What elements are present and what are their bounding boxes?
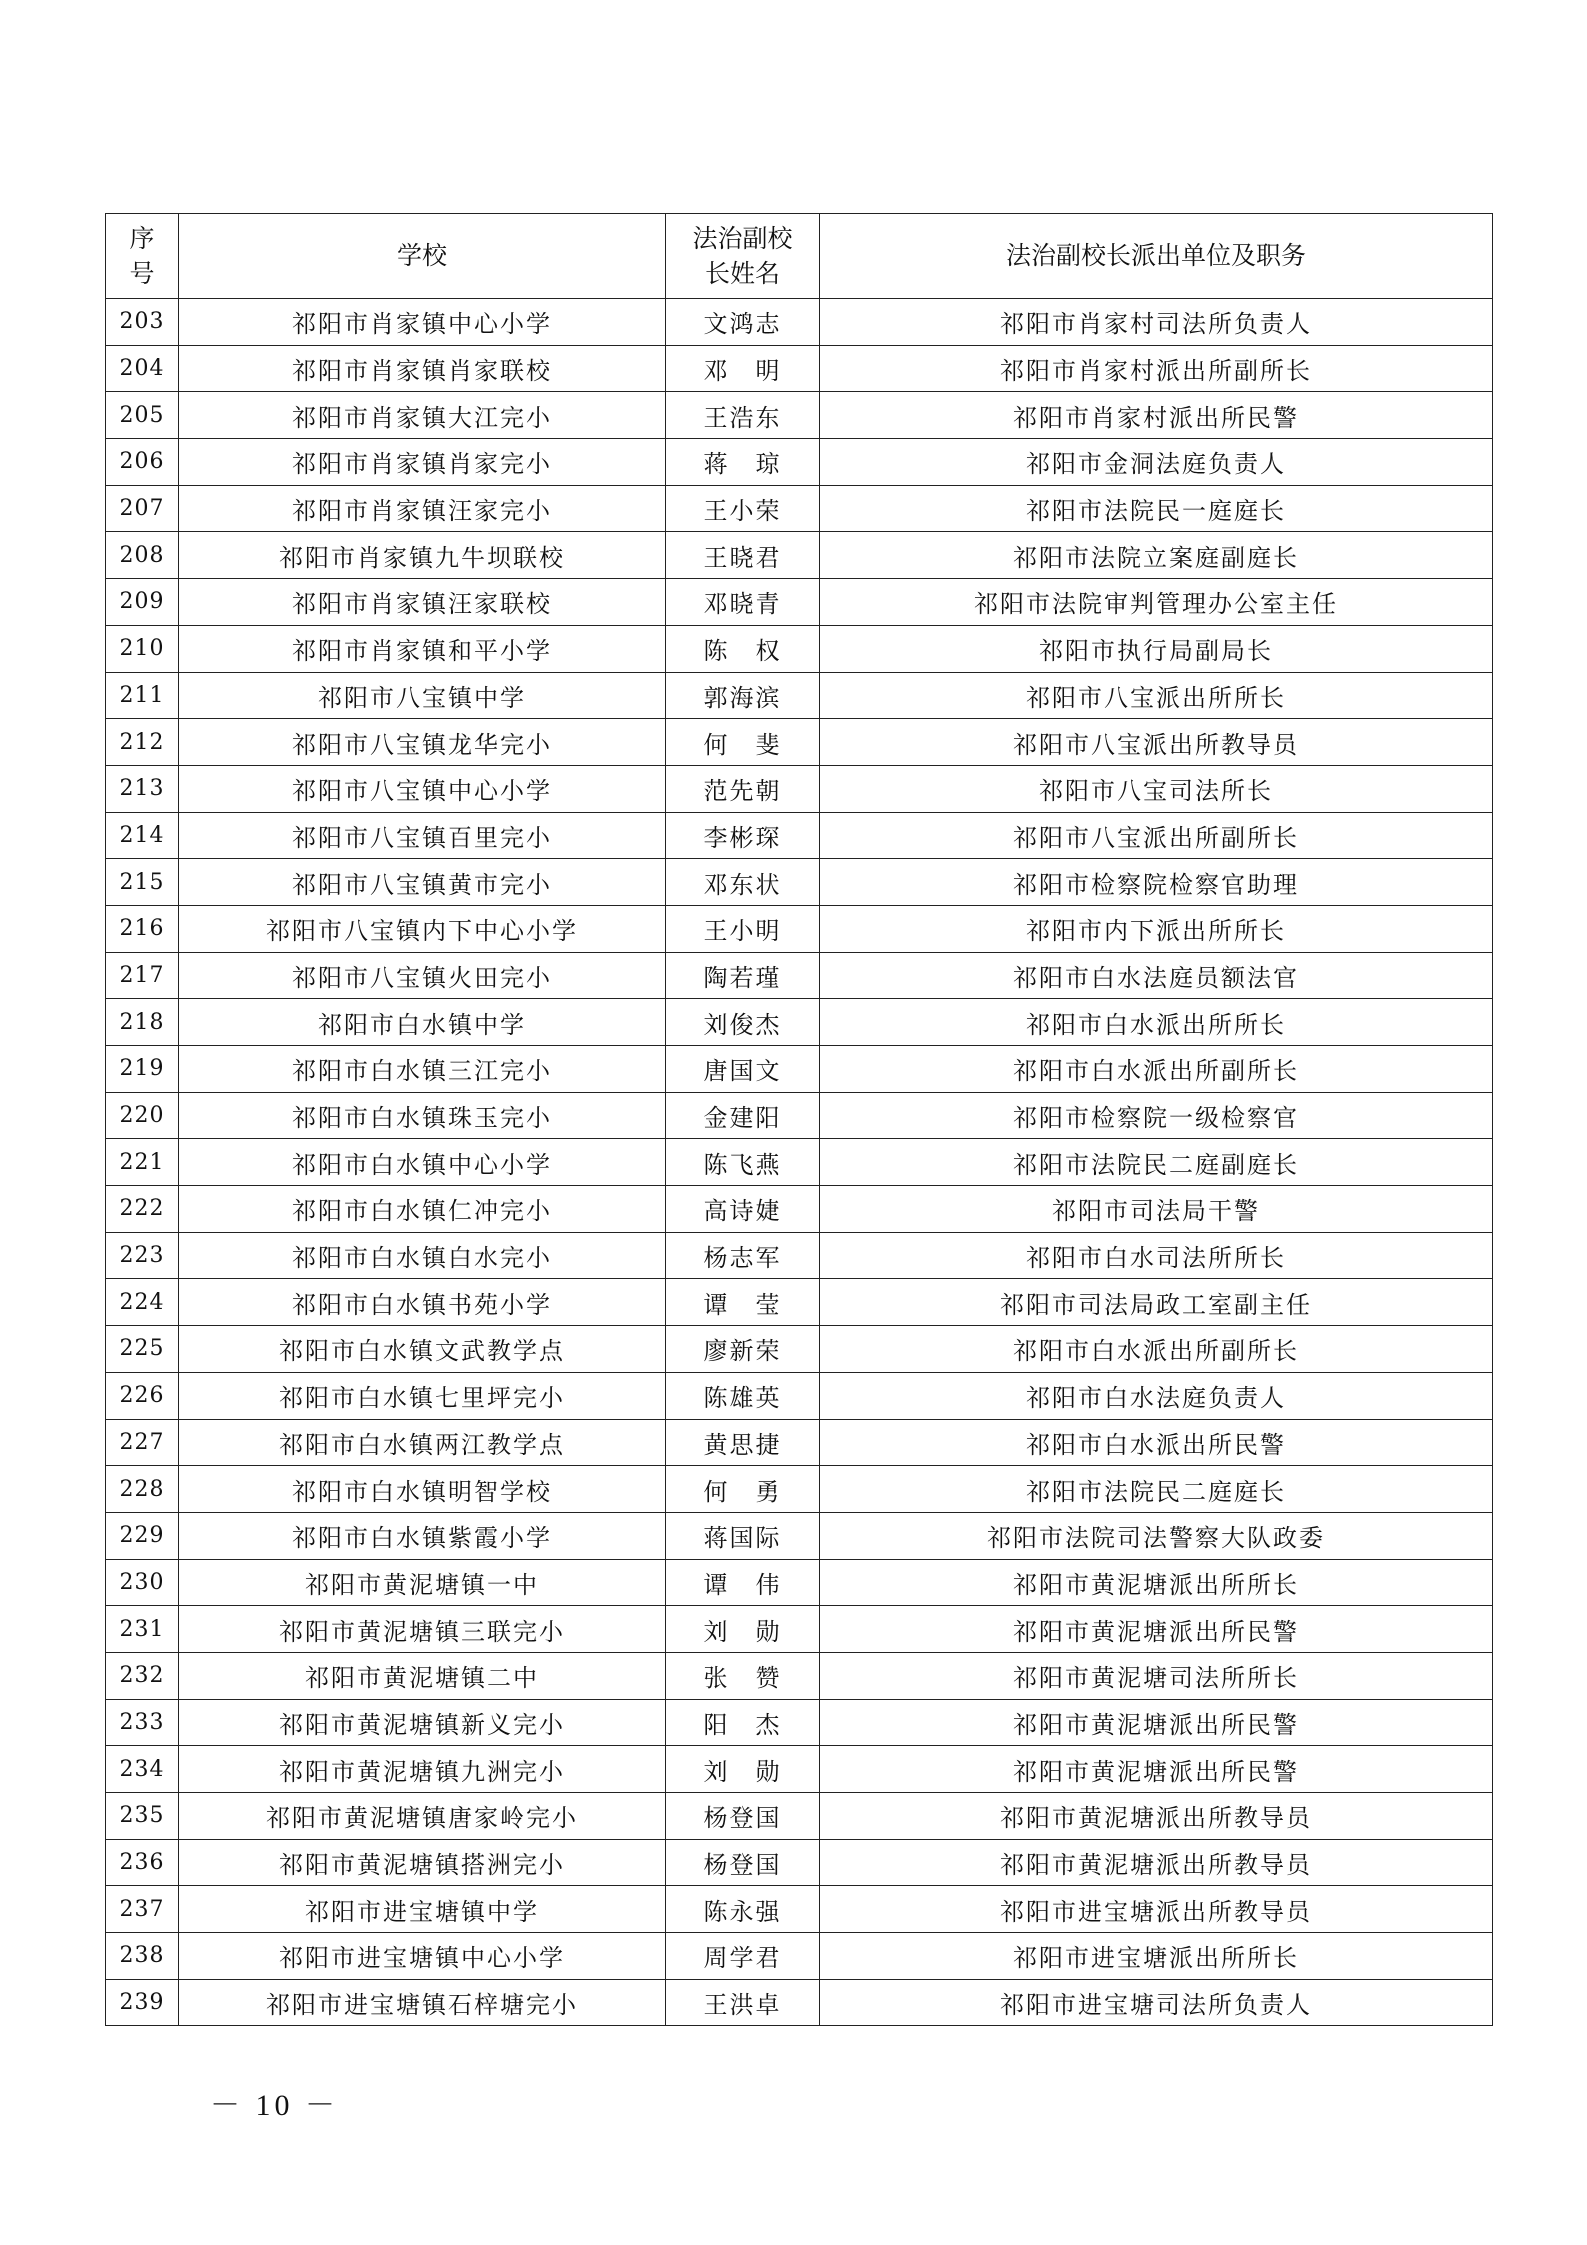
cell-name: 陈飞燕 bbox=[666, 1139, 820, 1186]
cell-seq: 203 bbox=[106, 299, 179, 346]
cell-school: 祁阳市八宝镇火田完小 bbox=[179, 952, 666, 999]
cell-school: 祁阳市进宝塘镇石梓塘完小 bbox=[179, 1979, 666, 2026]
cell-name: 杨志军 bbox=[666, 1232, 820, 1279]
cell-school: 祁阳市肖家镇汪家联校 bbox=[179, 579, 666, 626]
cell-seq: 230 bbox=[106, 1559, 179, 1606]
cell-school: 祁阳市白水镇珠玉完小 bbox=[179, 1092, 666, 1139]
cell-unit: 祁阳市司法局政工室副主任 bbox=[820, 1279, 1493, 1326]
cell-unit: 祁阳市法院审判管理办公室主任 bbox=[820, 579, 1493, 626]
cell-name: 蒋国际 bbox=[666, 1512, 820, 1559]
table-row bbox=[106, 1466, 1493, 1513]
table-row bbox=[106, 719, 1493, 766]
cell-school: 祁阳市八宝镇龙华完小 bbox=[179, 719, 666, 766]
table-row bbox=[106, 1933, 1493, 1980]
cell-unit: 祁阳市黄泥塘派出所教导员 bbox=[820, 1793, 1493, 1840]
cell-unit: 祁阳市黄泥塘派出所民警 bbox=[820, 1606, 1493, 1653]
cell-seq: 205 bbox=[106, 392, 179, 439]
table-row bbox=[106, 1839, 1493, 1886]
cell-unit: 祁阳市白水派出所副所长 bbox=[820, 1326, 1493, 1373]
cell-seq: 236 bbox=[106, 1839, 179, 1886]
cell-name: 杨登国 bbox=[666, 1839, 820, 1886]
cell-name: 何 斐 bbox=[666, 719, 820, 766]
cell-name: 谭 莹 bbox=[666, 1279, 820, 1326]
header-seq bbox=[106, 214, 179, 299]
cell-school: 祁阳市白水镇中心小学 bbox=[179, 1139, 666, 1186]
cell-seq: 227 bbox=[106, 1419, 179, 1466]
header-name-line1: 法治副校 bbox=[692, 224, 793, 253]
cell-school: 祁阳市白水镇明智学校 bbox=[179, 1466, 666, 1513]
table-row bbox=[106, 1092, 1493, 1139]
table-row bbox=[106, 1279, 1493, 1326]
table-row bbox=[106, 532, 1493, 579]
cell-school: 祁阳市黄泥塘镇二中 bbox=[179, 1652, 666, 1699]
cell-seq: 235 bbox=[106, 1793, 179, 1840]
cell-name: 刘 勋 bbox=[666, 1746, 820, 1793]
table-row bbox=[106, 1979, 1493, 2026]
cell-unit: 祁阳市黄泥塘派出所所长 bbox=[820, 1559, 1493, 1606]
table-row bbox=[106, 1512, 1493, 1559]
cell-seq: 208 bbox=[106, 532, 179, 579]
table-row bbox=[106, 392, 1493, 439]
cell-school: 祁阳市肖家镇汪家完小 bbox=[179, 485, 666, 532]
table-row bbox=[106, 299, 1493, 346]
cell-seq: 220 bbox=[106, 1092, 179, 1139]
table-row bbox=[106, 1746, 1493, 1793]
table-row bbox=[106, 1232, 1493, 1279]
cell-name: 邓晓青 bbox=[666, 579, 820, 626]
table-row bbox=[106, 625, 1493, 672]
cell-unit: 祁阳市法院民二庭副庭长 bbox=[820, 1139, 1493, 1186]
cell-school: 祁阳市白水镇三江完小 bbox=[179, 1046, 666, 1093]
cell-seq: 239 bbox=[106, 1979, 179, 2026]
cell-unit: 祁阳市内下派出所所长 bbox=[820, 905, 1493, 952]
cell-unit: 祁阳市白水司法所所长 bbox=[820, 1232, 1493, 1279]
table-row bbox=[106, 672, 1493, 719]
cell-name: 阳 杰 bbox=[666, 1699, 820, 1746]
cell-seq: 207 bbox=[106, 485, 179, 532]
cell-unit: 祁阳市法院立案庭副庭长 bbox=[820, 532, 1493, 579]
cell-seq: 211 bbox=[106, 672, 179, 719]
cell-unit: 祁阳市白水派出所副所长 bbox=[820, 1046, 1493, 1093]
table-row bbox=[106, 439, 1493, 486]
cell-name: 陈 权 bbox=[666, 625, 820, 672]
cell-name: 唐国文 bbox=[666, 1046, 820, 1093]
cell-name: 陈永强 bbox=[666, 1886, 820, 1933]
cell-school: 祁阳市八宝镇中心小学 bbox=[179, 765, 666, 812]
cell-seq: 233 bbox=[106, 1699, 179, 1746]
table-row bbox=[106, 812, 1493, 859]
table-row bbox=[106, 1326, 1493, 1373]
cell-school: 祁阳市肖家镇中心小学 bbox=[179, 299, 666, 346]
cell-school: 祁阳市白水镇书苑小学 bbox=[179, 1279, 666, 1326]
table-row bbox=[106, 905, 1493, 952]
cell-school: 祁阳市白水镇紫霞小学 bbox=[179, 1512, 666, 1559]
cell-unit: 祁阳市八宝派出所教导员 bbox=[820, 719, 1493, 766]
cell-name: 高诗婕 bbox=[666, 1186, 820, 1233]
cell-school: 祁阳市肖家镇九牛坝联校 bbox=[179, 532, 666, 579]
cell-school: 祁阳市黄泥塘镇唐家岭完小 bbox=[179, 1793, 666, 1840]
table-row bbox=[106, 579, 1493, 626]
cell-school: 祁阳市白水镇中学 bbox=[179, 999, 666, 1046]
header-name bbox=[666, 214, 820, 299]
table-row bbox=[106, 1606, 1493, 1653]
cell-school: 祁阳市八宝镇黄市完小 bbox=[179, 859, 666, 906]
table-row bbox=[106, 1419, 1493, 1466]
header-name-line2: 长姓名 bbox=[704, 259, 780, 288]
table-row bbox=[106, 485, 1493, 532]
table-row bbox=[106, 1046, 1493, 1093]
cell-unit: 祁阳市肖家村派出所民警 bbox=[820, 392, 1493, 439]
table-row bbox=[106, 1139, 1493, 1186]
cell-school: 祁阳市黄泥塘镇三联完小 bbox=[179, 1606, 666, 1653]
cell-name: 何 勇 bbox=[666, 1466, 820, 1513]
cell-unit: 祁阳市司法局干警 bbox=[820, 1186, 1493, 1233]
cell-name: 范先朝 bbox=[666, 765, 820, 812]
cell-name: 文鸿志 bbox=[666, 299, 820, 346]
cell-seq: 237 bbox=[106, 1886, 179, 1933]
cell-seq: 231 bbox=[106, 1606, 179, 1653]
cell-name: 王小荣 bbox=[666, 485, 820, 532]
cell-unit: 祁阳市金洞法庭负责人 bbox=[820, 439, 1493, 486]
cell-school: 祁阳市进宝塘镇中心小学 bbox=[179, 1933, 666, 1980]
cell-name: 邓 明 bbox=[666, 345, 820, 392]
cell-name: 王洪卓 bbox=[666, 1979, 820, 2026]
cell-seq: 215 bbox=[106, 859, 179, 906]
cell-school: 祁阳市肖家镇肖家完小 bbox=[179, 439, 666, 486]
table-row bbox=[106, 1699, 1493, 1746]
table-row bbox=[106, 1372, 1493, 1419]
cell-name: 王晓君 bbox=[666, 532, 820, 579]
cell-name: 陈雄英 bbox=[666, 1372, 820, 1419]
cell-school: 祁阳市八宝镇百里完小 bbox=[179, 812, 666, 859]
cell-unit: 祁阳市白水派出所民警 bbox=[820, 1419, 1493, 1466]
cell-seq: 234 bbox=[106, 1746, 179, 1793]
cell-unit: 祁阳市肖家村司法所负责人 bbox=[820, 299, 1493, 346]
cell-seq: 219 bbox=[106, 1046, 179, 1093]
cell-seq: 213 bbox=[106, 765, 179, 812]
cell-unit: 祁阳市肖家村派出所副所长 bbox=[820, 345, 1493, 392]
cell-school: 祁阳市黄泥塘镇搭洲完小 bbox=[179, 1839, 666, 1886]
cell-seq: 210 bbox=[106, 625, 179, 672]
cell-unit: 祁阳市法院司法警察大队政委 bbox=[820, 1512, 1493, 1559]
cell-unit: 祁阳市八宝派出所所长 bbox=[820, 672, 1493, 719]
cell-seq: 238 bbox=[106, 1933, 179, 1980]
cell-unit: 祁阳市执行局副局长 bbox=[820, 625, 1493, 672]
table-row bbox=[106, 1559, 1493, 1606]
cell-unit: 祁阳市白水派出所所长 bbox=[820, 999, 1493, 1046]
table-row bbox=[106, 859, 1493, 906]
cell-seq: 217 bbox=[106, 952, 179, 999]
cell-name: 周学君 bbox=[666, 1933, 820, 1980]
cell-unit: 祁阳市八宝派出所副所长 bbox=[820, 812, 1493, 859]
cell-seq: 212 bbox=[106, 719, 179, 766]
cell-seq: 222 bbox=[106, 1186, 179, 1233]
cell-unit: 祁阳市检察院检察官助理 bbox=[820, 859, 1493, 906]
cell-name: 蒋 琼 bbox=[666, 439, 820, 486]
header-school: 学校 bbox=[179, 214, 666, 299]
cell-school: 祁阳市白水镇文武教学点 bbox=[179, 1326, 666, 1373]
cell-unit: 祁阳市法院民一庭庭长 bbox=[820, 485, 1493, 532]
cell-unit: 祁阳市白水法庭员额法官 bbox=[820, 952, 1493, 999]
cell-name: 刘 勋 bbox=[666, 1606, 820, 1653]
cell-name: 王浩东 bbox=[666, 392, 820, 439]
cell-unit: 祁阳市进宝塘派出所教导员 bbox=[820, 1886, 1493, 1933]
cell-school: 祁阳市肖家镇肖家联校 bbox=[179, 345, 666, 392]
table-row bbox=[106, 345, 1493, 392]
cell-school: 祁阳市肖家镇和平小学 bbox=[179, 625, 666, 672]
cell-seq: 209 bbox=[106, 579, 179, 626]
cell-seq: 232 bbox=[106, 1652, 179, 1699]
cell-unit: 祁阳市黄泥塘司法所所长 bbox=[820, 1652, 1493, 1699]
cell-school: 祁阳市白水镇七里坪完小 bbox=[179, 1372, 666, 1419]
table-row bbox=[106, 1652, 1493, 1699]
cell-name: 金建阳 bbox=[666, 1092, 820, 1139]
cell-seq: 223 bbox=[106, 1232, 179, 1279]
cell-seq: 204 bbox=[106, 345, 179, 392]
cell-name: 陶若瑾 bbox=[666, 952, 820, 999]
assignment-table bbox=[105, 213, 1493, 2026]
cell-seq: 206 bbox=[106, 439, 179, 486]
cell-unit: 祁阳市法院民二庭庭长 bbox=[820, 1466, 1493, 1513]
table-row bbox=[106, 1186, 1493, 1233]
cell-name: 张 赞 bbox=[666, 1652, 820, 1699]
cell-school: 祁阳市黄泥塘镇九洲完小 bbox=[179, 1746, 666, 1793]
cell-unit: 祁阳市黄泥塘派出所民警 bbox=[820, 1699, 1493, 1746]
table-row bbox=[106, 765, 1493, 812]
header-seq-line2: 号 bbox=[129, 259, 155, 288]
cell-seq: 214 bbox=[106, 812, 179, 859]
cell-unit: 祁阳市黄泥塘派出所民警 bbox=[820, 1746, 1493, 1793]
cell-name: 郭海滨 bbox=[666, 672, 820, 719]
cell-school: 祁阳市八宝镇中学 bbox=[179, 672, 666, 719]
cell-seq: 226 bbox=[106, 1372, 179, 1419]
cell-school: 祁阳市黄泥塘镇新义完小 bbox=[179, 1699, 666, 1746]
page-number: － 10 － bbox=[210, 2089, 339, 2122]
table-row bbox=[106, 1886, 1493, 1933]
cell-school: 祁阳市白水镇两江教学点 bbox=[179, 1419, 666, 1466]
cell-unit: 祁阳市黄泥塘派出所教导员 bbox=[820, 1839, 1493, 1886]
cell-name: 杨登国 bbox=[666, 1793, 820, 1840]
table-header-row bbox=[106, 214, 1493, 299]
cell-seq: 224 bbox=[106, 1279, 179, 1326]
cell-seq: 229 bbox=[106, 1512, 179, 1559]
cell-name: 刘俊杰 bbox=[666, 999, 820, 1046]
cell-seq: 228 bbox=[106, 1466, 179, 1513]
cell-unit: 祁阳市进宝塘派出所所长 bbox=[820, 1933, 1493, 1980]
cell-school: 祁阳市白水镇白水完小 bbox=[179, 1232, 666, 1279]
cell-seq: 225 bbox=[106, 1326, 179, 1373]
cell-school: 祁阳市黄泥塘镇一中 bbox=[179, 1559, 666, 1606]
cell-unit: 祁阳市白水法庭负责人 bbox=[820, 1372, 1493, 1419]
header-seq-line1: 序 bbox=[129, 224, 155, 253]
cell-name: 邓东状 bbox=[666, 859, 820, 906]
cell-name: 谭 伟 bbox=[666, 1559, 820, 1606]
cell-unit: 祁阳市八宝司法所长 bbox=[820, 765, 1493, 812]
cell-seq: 221 bbox=[106, 1139, 179, 1186]
cell-unit: 祁阳市检察院一级检察官 bbox=[820, 1092, 1493, 1139]
cell-school: 祁阳市进宝塘镇中学 bbox=[179, 1886, 666, 1933]
cell-name: 李彬琛 bbox=[666, 812, 820, 859]
header-unit: 法治副校长派出单位及职务 bbox=[820, 214, 1493, 299]
cell-school: 祁阳市肖家镇大江完小 bbox=[179, 392, 666, 439]
cell-school: 祁阳市八宝镇内下中心小学 bbox=[179, 905, 666, 952]
cell-name: 黄思捷 bbox=[666, 1419, 820, 1466]
cell-unit: 祁阳市进宝塘司法所负责人 bbox=[820, 1979, 1493, 2026]
cell-name: 王小明 bbox=[666, 905, 820, 952]
cell-seq: 218 bbox=[106, 999, 179, 1046]
table-row bbox=[106, 952, 1493, 999]
cell-seq: 216 bbox=[106, 905, 179, 952]
cell-school: 祁阳市白水镇仁冲完小 bbox=[179, 1186, 666, 1233]
cell-name: 廖新荣 bbox=[666, 1326, 820, 1373]
table-row bbox=[106, 999, 1493, 1046]
table-row bbox=[106, 1793, 1493, 1840]
